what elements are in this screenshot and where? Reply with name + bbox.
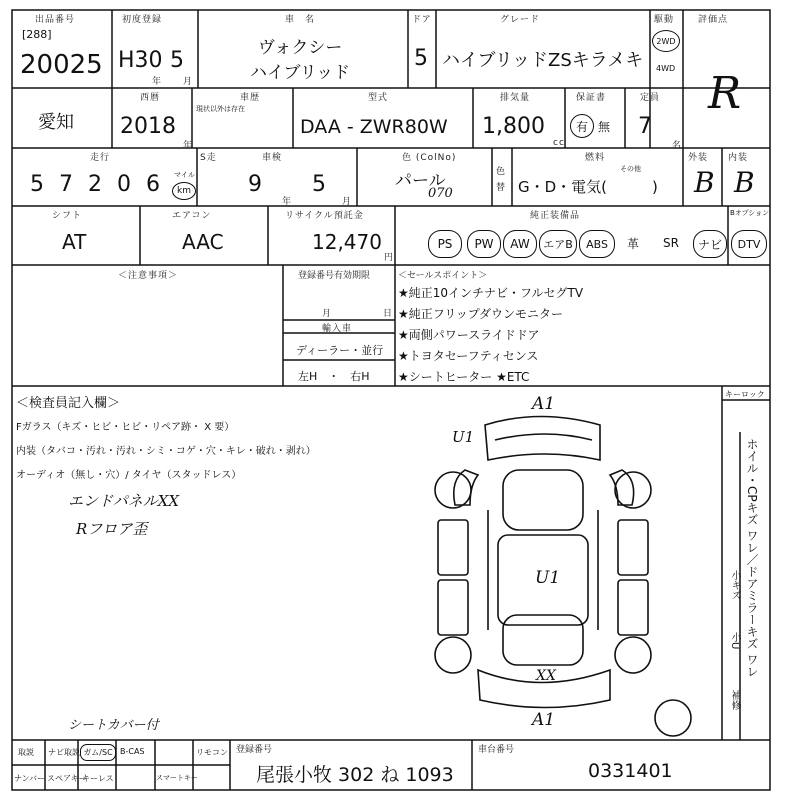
option-dtv: DTV — [731, 230, 767, 258]
insp-month-unit: 月 — [342, 197, 353, 207]
equipment-label: 純正装備品 — [530, 211, 581, 221]
interior-label: 内装 — [728, 153, 749, 163]
year-unit: 年 — [183, 141, 194, 151]
drive-label: 駆動 — [654, 15, 675, 25]
sales-point-5: ★シートヒーター ★ETC — [398, 370, 530, 384]
yen-unit: 円 — [384, 253, 395, 263]
footer-smart-key: スマートキー — [156, 774, 198, 782]
type-value: DAA - ZWR80W — [300, 116, 448, 138]
first-reg-month: 5 — [170, 48, 184, 73]
sales-point-4: ★トヨタセーフティセンス — [398, 349, 539, 363]
option-airbag: エアB — [539, 230, 577, 258]
color-change-label: 色替 — [496, 167, 506, 193]
insp-year-unit: 年 — [282, 197, 293, 207]
handle-side: 左H ・ 右H — [298, 370, 370, 383]
cc-unit: cc — [553, 138, 565, 148]
sales-point-3: ★両側パワースライドドア — [398, 328, 540, 342]
mark-xx-rear: XX — [536, 668, 556, 684]
footer-keyless: キーレス — [82, 774, 114, 783]
interior-line: 内装（タバコ・汚れ・汚れ・シミ・コゲ・穴・キレ・破れ・剥れ） — [16, 446, 316, 457]
wheel-mirror-note: ホイル・CPキズ ワレ／ドアミラーキズ ワレ — [745, 438, 759, 678]
chassis-label: 車台番号 — [478, 745, 515, 755]
color-number: 070 — [428, 186, 453, 201]
aircon-label: エアコン — [172, 211, 212, 221]
mark-u1-center: U1 — [535, 568, 561, 588]
glass-line: Fガラス（キズ・ヒビ・ヒビ・リペア跡・ X 要） — [16, 422, 235, 433]
cc-label: 排気量 — [500, 93, 531, 103]
mark-a1-front: A1 — [532, 394, 556, 414]
keylock-label: キーロック — [725, 390, 765, 399]
color-value: パール — [395, 171, 446, 191]
grade-value: ハイブリッドZSキラメキ — [442, 50, 644, 71]
region: 愛知 — [38, 112, 74, 133]
small-scratch-label: 小キズ — [729, 570, 740, 600]
option-navi: ナビ — [693, 230, 727, 258]
mileage-label: 走行 — [90, 153, 111, 163]
mark-a1-rear: A1 — [532, 710, 556, 730]
option-ps: PS — [428, 230, 462, 258]
sales-point-2: ★純正フリップダウンモニター — [398, 307, 563, 321]
sales-point-1: ★純正10インチナビ・フルセグTV — [398, 286, 584, 300]
insp-month: 5 — [312, 172, 326, 197]
reg-day-unit: 日 — [383, 309, 394, 319]
year-label: 西暦 — [140, 93, 161, 103]
sim-label: S走 — [200, 153, 217, 163]
sales-title: ＜セールスポイント＞ — [398, 271, 488, 281]
model-label: 車 名 — [285, 15, 316, 25]
reg-month-unit: 月 — [322, 309, 333, 319]
reg-expiry-title: 登録番号有効期限 — [298, 271, 371, 281]
month-unit: 月 — [183, 77, 194, 87]
seats-value: 7 — [638, 114, 652, 139]
footer-bcas: B-CAS — [120, 747, 145, 756]
lot-code: [288] — [22, 28, 52, 41]
history-sub: 現状以外は存在 — [196, 105, 245, 113]
first-reg-year: H30 — [118, 48, 163, 73]
shift-value: AT — [62, 230, 87, 254]
first-reg-label: 初度登録 — [122, 15, 163, 25]
recycle-value: 12,470 — [312, 230, 382, 254]
mileage-value: 5 7 2 0 6 — [30, 172, 164, 197]
warranty-yes: 有 — [570, 114, 594, 138]
option-abs: ABS — [579, 230, 615, 258]
insp-year: 9 — [248, 172, 262, 197]
shift-label: シフト — [52, 211, 83, 221]
footer-spare-key: スペアキー — [47, 774, 87, 783]
small-u-label: 小U — [729, 632, 740, 650]
km-unit: km — [172, 182, 196, 200]
handwritten-note-1: エンドパネルXX — [68, 492, 180, 510]
lot-number: 20025 — [20, 50, 103, 80]
exterior-label: 外装 — [688, 153, 709, 163]
footer-remote: リモコン — [196, 748, 228, 757]
score-label: 評価点 — [698, 15, 729, 25]
handwritten-note-2: Rフロア歪 — [76, 520, 148, 538]
type-label: 型式 — [368, 93, 389, 103]
interior-score: B — [734, 166, 755, 199]
aircon-value: AAC — [182, 230, 224, 254]
history-label: 車歴 — [240, 93, 261, 103]
option-sunroof: SR — [663, 236, 679, 250]
door-label: ドア — [412, 15, 432, 25]
fuel-value: G・D・電気( ) — [518, 178, 658, 196]
footer-navi-manual: ナビ取説 — [48, 748, 80, 757]
seats-unit: 名 — [672, 141, 683, 151]
inspector-title: ＜検査員記入欄＞ — [16, 396, 121, 411]
model-line-2: ハイブリッド — [250, 63, 351, 83]
footer-plate: ナンバー — [14, 774, 46, 783]
door-count: 5 — [414, 46, 428, 71]
warranty-no: 無 — [598, 120, 611, 134]
fuel-label: 燃料 — [585, 153, 606, 163]
recycle-label: リサイクル預託金 — [285, 211, 364, 221]
repaint-label: 補修 — [729, 690, 740, 710]
drive-4wd: 4WD — [656, 64, 676, 73]
exterior-score: B — [694, 166, 715, 199]
mark-u1-left: U1 — [452, 428, 475, 446]
seats-label: 定員 — [640, 93, 661, 103]
color-label: 色 (ColNo) — [402, 153, 457, 163]
warranty-label: 保証書 — [576, 93, 607, 103]
option-leather: 革 — [626, 236, 639, 251]
handwritten-note-3: シートカバー付 — [68, 718, 159, 733]
cc-value: 1,800 — [482, 114, 545, 139]
car-diagram — [435, 417, 691, 737]
mile-unit: マイル — [174, 171, 195, 179]
score-value: R — [708, 68, 742, 119]
chassis-number: 0331401 — [588, 760, 673, 782]
plate-number: 尾張小牧 302 ね 1093 — [256, 764, 454, 786]
inspection-label: 車検 — [262, 153, 283, 163]
drive-2wd: 2WD — [652, 30, 680, 52]
footer-gum-sc: ガム/SC — [80, 744, 116, 761]
era-unit: 年 — [152, 77, 163, 87]
grade-label: グレード — [500, 15, 541, 25]
plate-label: 登録番号 — [236, 745, 273, 755]
import-title: 輸入車 — [322, 324, 353, 334]
option-pw: PW — [467, 230, 501, 258]
lot-label: 出品番号 — [35, 15, 76, 25]
option-aw: AW — [503, 230, 537, 258]
year-value: 2018 — [120, 114, 176, 139]
import-value: ディーラー・並行 — [296, 344, 384, 357]
model-line-1: ヴォクシー — [258, 38, 343, 58]
footer-manual: 取説 — [18, 748, 34, 757]
caution-title: ＜注意事項＞ — [118, 271, 179, 281]
audio-tire-line: オーディオ（無し・穴）/ タイヤ（スタッドレス） — [16, 470, 242, 481]
fuel-other-label: その他 — [620, 165, 641, 173]
accessory-label: Bオプション — [730, 209, 770, 217]
